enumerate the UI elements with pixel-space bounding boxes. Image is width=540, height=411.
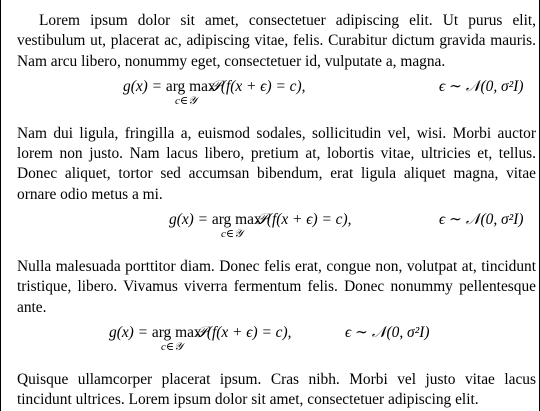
paragraph-4: Quisque ullamcorper placerat ipsum. Cras nibh. Morbi vel justo vitae lacus tincidunt ultrices. Lorem ipsum dolor sit amet, consectetuer adipiscing elit. [17, 370, 536, 409]
equation-3-operator: arg max [151, 323, 202, 341]
equation-3-subscript: c∈𝒴 [161, 340, 183, 353]
equation-2-body: 𝒫(f(x + ϵ) = c), [255, 211, 352, 229]
equation-2-lhs: g(x) = [169, 211, 209, 229]
paragraph-1: Lorem ipsum dolor sit amet, consectetuer adipiscing elit. Ut purus elit, vestibulum ut, placerat ac, adipiscing vitae, felis. Curabitur dictum gravida mauris. Nam arcu libero, nonummy eget, consectetuer id, vulputate a, magna. [17, 12, 536, 70]
equation-1-noise: ϵ ∼ 𝒩(0, σ²I) [439, 77, 524, 95]
equation-3 [1, 318, 539, 370]
equation-3-main [109, 322, 292, 353]
equation-2-subscript: c∈𝒴 [221, 228, 243, 241]
equation-1 [1, 72, 539, 124]
equation-3-argmax [151, 322, 202, 353]
equation-2-argmax [211, 209, 262, 241]
equation-3-lhs: g(x) = [109, 323, 149, 341]
equation-2 [1, 205, 539, 257]
equation-1-subscript: c∈𝒴 [175, 94, 197, 107]
equation-2-main [169, 209, 352, 241]
equation-2-operator: arg max [211, 211, 262, 229]
equation-3-body: 𝒫(f(x + ϵ) = c), [195, 323, 292, 341]
equation-1-main [123, 76, 306, 107]
equation-1-body: 𝒫(f(x + ϵ) = c), [209, 77, 306, 95]
equation-1-lhs: g(x) = [123, 77, 163, 95]
equation-1-operator: arg max [165, 77, 216, 95]
equation-1-argmax [165, 76, 216, 107]
paragraph-3: Nulla malesuada porttitor diam. Donec felis erat, congue non, volutpat at, tincidunt tristique, libero. Vivamus viverra fermentum felis. Donec nonummy pellentesque ante. [17, 258, 536, 316]
equation-2-noise: ϵ ∼ 𝒩(0, σ²I) [439, 211, 524, 229]
equation-3-noise: ϵ ∼ 𝒩(0, σ²I) [345, 323, 430, 341]
paragraph-2: Nam dui ligula, fringilla a, euismod sodales, sollicitudin vel, wisi. Morbi auctor lorem non justo. Nam lacus libero, pretium at, lobortis vitae, ultricies et, tellus. Donec aliquet, tortor sed accumsan bibendum, erat ligula aliquet magna, vitae ornare odio metus a mi. [17, 124, 536, 203]
